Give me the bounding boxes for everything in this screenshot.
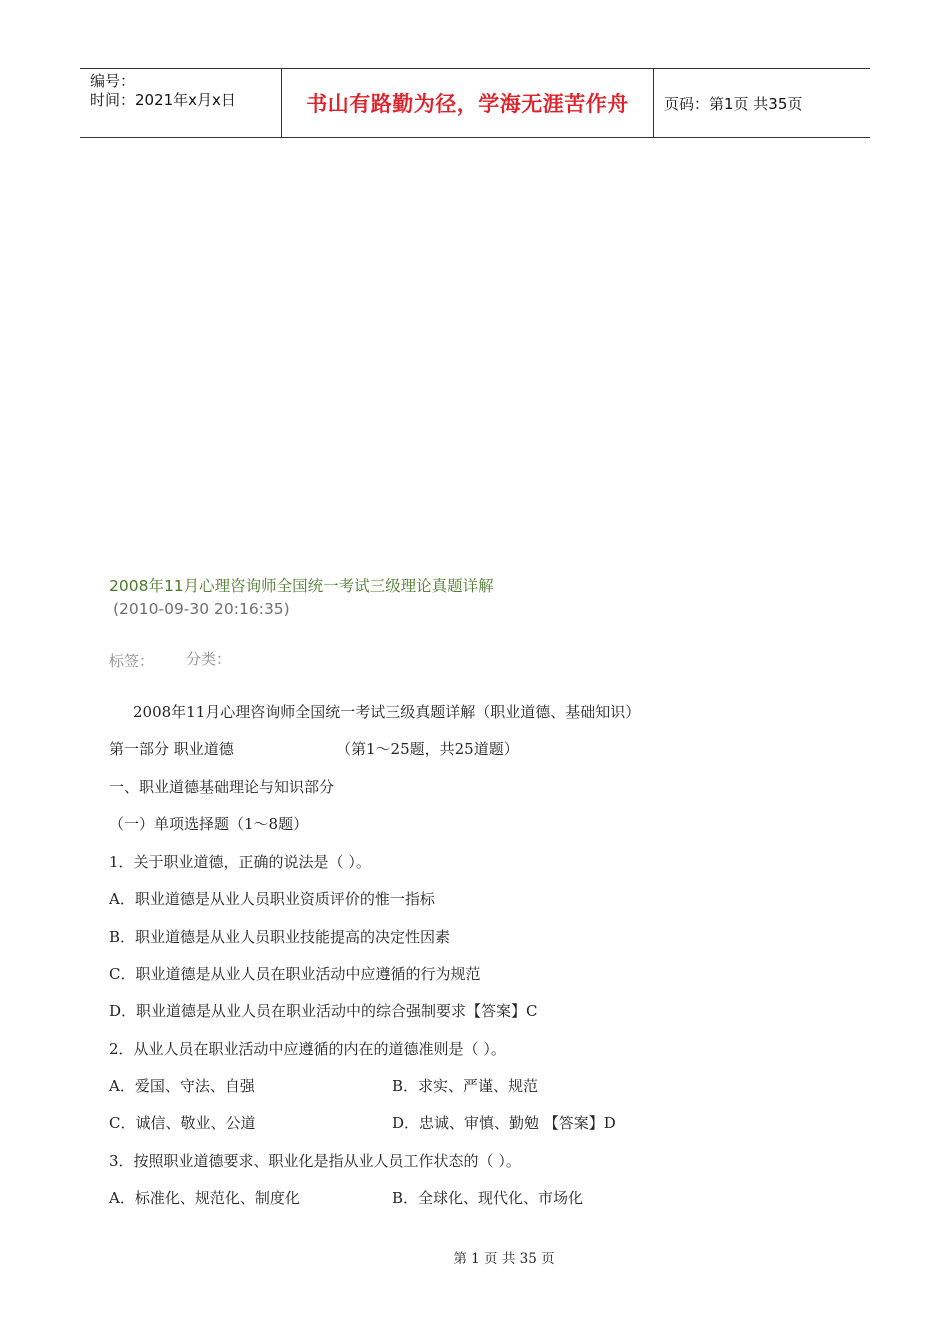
question-1-option-c: C．职业道德是从业人员在职业活动中应遵循的行为规范 xyxy=(109,965,481,983)
tags-label: 标签： xyxy=(109,652,155,670)
question-3: 3．按照职业道德要求、职业化是指从业人员工作状态的（ ）。 xyxy=(109,1152,521,1170)
question-2-option-c: C．诚信、敬业、公道 xyxy=(109,1114,256,1132)
category-label: 分类： xyxy=(186,650,232,668)
question-1-option-b: B．职业道德是从业人员职业技能提高的决定性因素 xyxy=(109,928,451,946)
document-header xyxy=(80,68,870,138)
footer-page-number: 第 1 页 共 35 页 xyxy=(453,1251,555,1267)
question-2: 2．从业人员在职业活动中应遵循的内在的道德准则是（ ）。 xyxy=(109,1040,506,1058)
question-3-option-b: B．全球化、现代化、市场化 xyxy=(392,1189,584,1207)
question-2-option-d: D．忠诚、审慎、勤勉 【答案】D xyxy=(392,1114,616,1132)
section-heading: 一、职业道德基础理论与知识部分 xyxy=(109,778,335,796)
subsection-heading: （一）单项选择题（1～8题） xyxy=(109,815,309,833)
article-datetime: (2010-09-30 20:16:35) xyxy=(113,600,290,618)
intro-paragraph: 2008年11月心理咨询师全国统一考试三级真题详解（职业道德、基础知识） xyxy=(133,703,641,721)
question-2-option-b: B．求实、严谨、规范 xyxy=(392,1077,539,1095)
header-meta-cell xyxy=(80,69,281,137)
part-heading: 第一部分 职业道德 xyxy=(109,740,234,758)
article-title: 2008年11月心理咨询师全国统一考试三级理论真题详解 xyxy=(109,577,494,595)
question-2-option-a: A．爱国、守法、自强 xyxy=(109,1077,255,1095)
serial-number-label: 编号： xyxy=(90,72,136,90)
question-1-option-a: A．职业道德是从业人员职业资质评价的惟一指标 xyxy=(109,890,435,908)
part-range: （第1～25题，共25道题） xyxy=(336,740,519,758)
question-3-option-a: A．标准化、规范化、制度化 xyxy=(109,1189,300,1207)
question-1-option-d: D．职业道德是从业人员在职业活动中的综合强制要求【答案】C xyxy=(109,1002,538,1020)
page-footer xyxy=(0,1247,950,1267)
header-motto-cell xyxy=(281,69,654,137)
motto-text: 书山有路勤为径，学海无涯苦作舟 xyxy=(306,92,629,116)
date-label: 时间：2021年x月x日 xyxy=(90,91,236,109)
question-1: 1．关于职业道德，正确的说法是（ ）。 xyxy=(109,853,371,871)
page-info: 页码：第1页 共35页 xyxy=(664,94,803,113)
header-page-cell xyxy=(654,69,870,137)
